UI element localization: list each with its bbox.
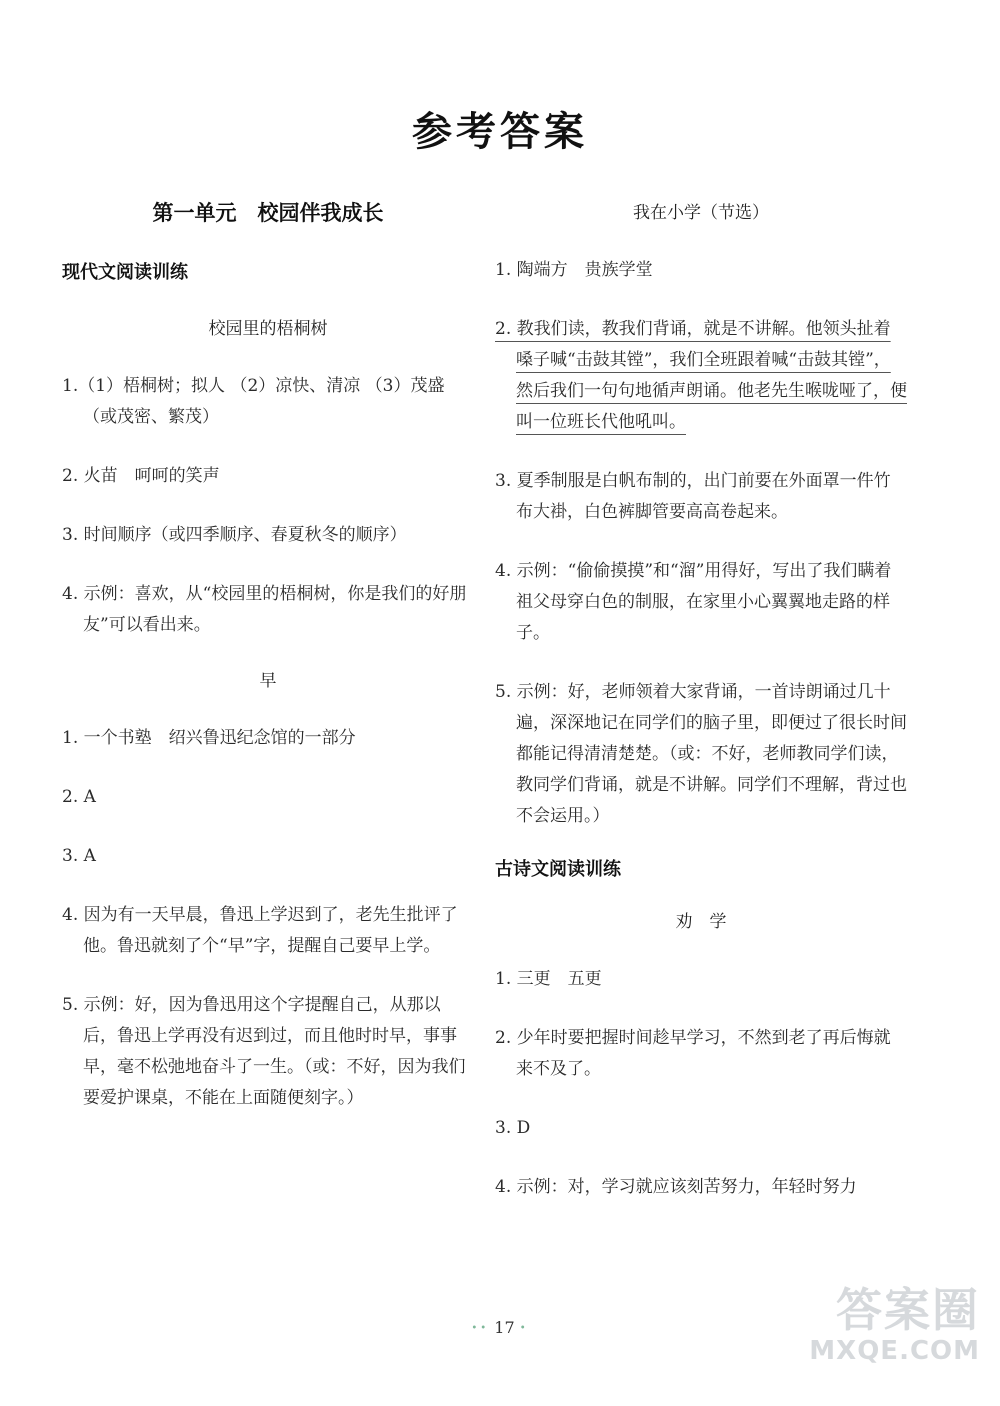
underlined-quote: 2. 教我们读，教我们背诵，就是不讲解。他领头扯着嗓子喊“击鼓其镗”，我们全班跟着喊“击鼓其镗”，然后我们一句句地循声朗诵。他老先生喉咙哑了，便叫一位班长代他吼叫。 bbox=[495, 319, 907, 432]
answer-item: 4. 因为有一天早晨，鲁迅上学迟到了，老先生批评了他。鲁迅就刻了个“早”字，提醒自己要早上学。 bbox=[62, 905, 458, 956]
right-column bbox=[495, 195, 907, 1203]
page-title: 参考答案 bbox=[412, 109, 588, 155]
answer-item: 4. 示例：喜欢，从“校园里的梧桐树，你是我们的好朋友”可以看出来。 bbox=[62, 584, 467, 635]
watermark-main-text: 答案圈 bbox=[836, 1283, 980, 1337]
answer-item: 5. 示例：好，老师领着大家背诵，一首诗朗诵过几十遍，深深地记在同学们的脑子里，即便过了很长时间都能记得清清楚楚。（或：不好，老师教同学们读，教同学们背诵，就是不讲解。同学们不理解，背过也不会运用。） bbox=[495, 682, 907, 826]
article-title-zao: 早 bbox=[259, 671, 277, 691]
answer-item-underlined bbox=[495, 314, 907, 438]
answer-item: 3. 时间顺序（或四季顺序、春夏秋冬的顺序） bbox=[62, 525, 407, 545]
answer-item: 3. D bbox=[495, 1118, 531, 1138]
answer-item: 2. 火苗 呵呵的笑声 bbox=[62, 466, 220, 486]
answer-item: 1.（1）梧桐树；拟人 （2）凉快、清凉 （3）茂盛（或茂密、繁茂） bbox=[62, 376, 445, 427]
answer-item: 2. A bbox=[62, 787, 96, 807]
left-column bbox=[62, 195, 474, 1114]
answer-item: 3. 夏季制服是白帆布制的，出门前要在外面罩一件竹布大褂，白色裤脚管要高高卷起来。 bbox=[495, 471, 891, 522]
dots-decoration: •• bbox=[471, 1323, 490, 1334]
unit-title: 第一单元 校园伴我成长 bbox=[152, 201, 384, 225]
dots-decoration: • bbox=[519, 1323, 529, 1334]
answer-item: 5. 示例：好，因为鲁迅用这个字提醒自己，从那以后，鲁迅上学再没有迟到过，而且他时时早，事事早，毫不松弛地奋斗了一生。（或：不好，因为我们要爱护课桌，不能在上面随便刻字。） bbox=[62, 995, 466, 1108]
answer-item: 4. 示例：“偷偷摸摸”和“溜”用得好，写出了我们瞒着祖父母穿白色的制服，在家里小心翼翼地走路的样子。 bbox=[495, 561, 892, 643]
answer-item: 2. 少年时要把握时间趁早学习，不然到老了再后悔就来不及了。 bbox=[495, 1028, 891, 1079]
answer-item: 1. 一个书塾 绍兴鲁迅纪念馆的一部分 bbox=[62, 728, 356, 748]
answer-item: 3. A bbox=[62, 846, 96, 866]
article-title-quanxue: 劝 学 bbox=[675, 912, 727, 932]
answer-item: 1. 三更 五更 bbox=[495, 969, 602, 989]
answer-item: 4. 示例：对，学习就应该刻苦努力，年轻时努力 bbox=[495, 1177, 857, 1197]
watermark-sub-text: MXQE.COM bbox=[809, 1336, 980, 1366]
page-number-text: 17 bbox=[494, 1318, 515, 1337]
article-title-wutong: 校园里的梧桐树 bbox=[208, 319, 328, 339]
watermark-logo bbox=[750, 1284, 980, 1384]
section-title-modern-reading: 现代文阅读训练 bbox=[62, 262, 188, 283]
answer-item: 1. 陶端方 贵族学堂 bbox=[495, 260, 653, 280]
article-title-xiaoxue: 我在小学（节选） bbox=[633, 203, 769, 223]
section-title-classical-reading: 古诗文阅读训练 bbox=[495, 859, 621, 880]
